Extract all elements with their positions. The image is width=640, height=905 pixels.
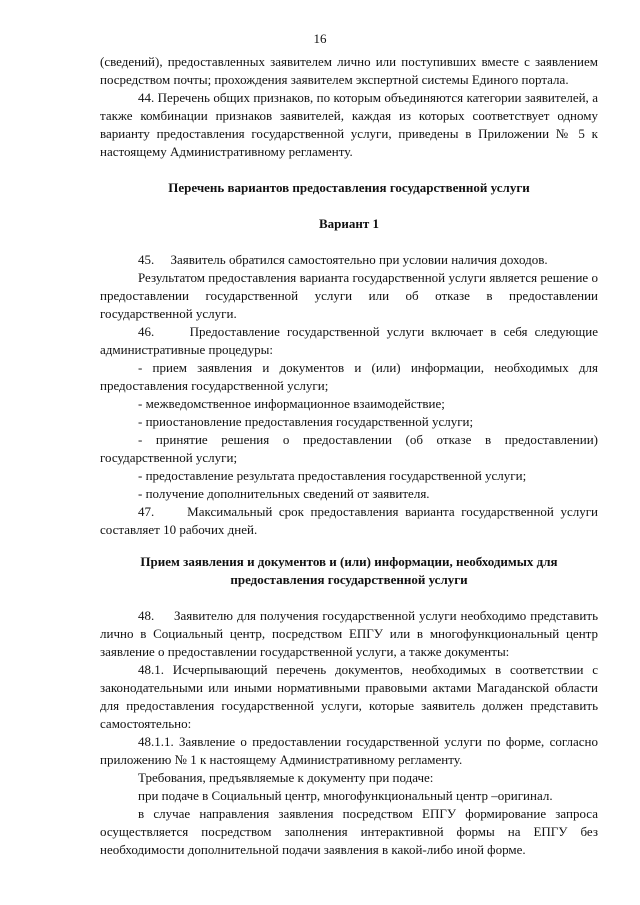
- list-item: - принятие решения о предоставлении (об отказе в предоставлении) государственной услуги;: [100, 432, 598, 465]
- list-item: - предоставление результата предоставления государственной услуги;: [138, 468, 527, 483]
- section-heading-reception-line1: Прием заявления и документов и (или) информации, необходимых для: [140, 554, 558, 569]
- paragraph-48-1-1: 48.1.1. Заявление о предоставлении государственной услуги по форме, согласно приложению № 1 к настоящему Административному регламенту.: [100, 734, 598, 767]
- paragraph-48-1: 48.1. Исчерпывающий перечень документов, необходимых в соответствии с законодательными или иными нормативными правовыми актами Магаданской области для предоставления государственной услуги, которые заявитель должен представить самостоятельно:: [100, 662, 598, 731]
- paragraph-48: 48. Заявителю для получения государственной услуги необходимо представить лично в Социальный центр, посредством ЕПГУ или в многофункциональный центр заявление о предоставлении государственной услуги, а также документы:: [100, 608, 598, 659]
- paragraph-46: 46. Предоставление государственной услуги включает в себя следующие административные процедуры:: [100, 324, 598, 357]
- paragraph-47: 47. Максимальный срок предоставления варианта государственной услуги составляет 10 рабочих дней.: [100, 504, 598, 537]
- list-item: - приостановление предоставления государственной услуги;: [138, 414, 474, 429]
- requirements-heading: Требования, предъявляемые к документу при подаче:: [138, 770, 434, 785]
- page-number: 16: [313, 31, 327, 46]
- list-item: - межведомственное информационное взаимодействие;: [138, 396, 445, 411]
- paragraph-44: 44. Перечень общих признаков, по которым объединяются категории заявителей, а также комбинации признаков заявителей, каждая из которых соответствует одному варианту предоставления государственной услуги, приведены в Приложении № 5 к настоящему Административному регламенту.: [100, 90, 598, 159]
- section-heading-variants: Перечень вариантов предоставления государственной услуги: [168, 180, 530, 195]
- requirement-item: при подаче в Социальный центр, многофункциональный центр –оригинал.: [138, 788, 553, 803]
- section-heading-reception-line2: предоставления государственной услуги: [230, 572, 468, 587]
- list-item: - прием заявления и документов и (или) информации, необходимых для предоставления государственной услуги;: [100, 360, 598, 393]
- paragraph-45-result: Результатом предоставления варианта государственной услуги является решение о предоставлении государственной услуги или об отказе в предоставлении государственной услуги.: [100, 270, 598, 321]
- requirement-item: в случае направления заявления посредством ЕПГУ формирование запроса осуществляется посредством заполнения интерактивной формы на ЕПГУ без необходимости дополнительной подачи заявления в какой-либо иной форме.: [100, 806, 598, 857]
- list-item: - получение дополнительных сведений от заявителя.: [138, 486, 430, 501]
- paragraph-45: 45. Заявитель обратился самостоятельно при условии наличия доходов.: [138, 252, 548, 267]
- paragraph-continuation: (сведений), предоставленных заявителем лично или поступивших вместе с заявлением посредством почты; прохождения заявителем экспертной системы Единого портала.: [100, 54, 598, 87]
- document-body: [100, 53, 598, 859]
- section-heading-variant-1: Вариант 1: [318, 216, 380, 231]
